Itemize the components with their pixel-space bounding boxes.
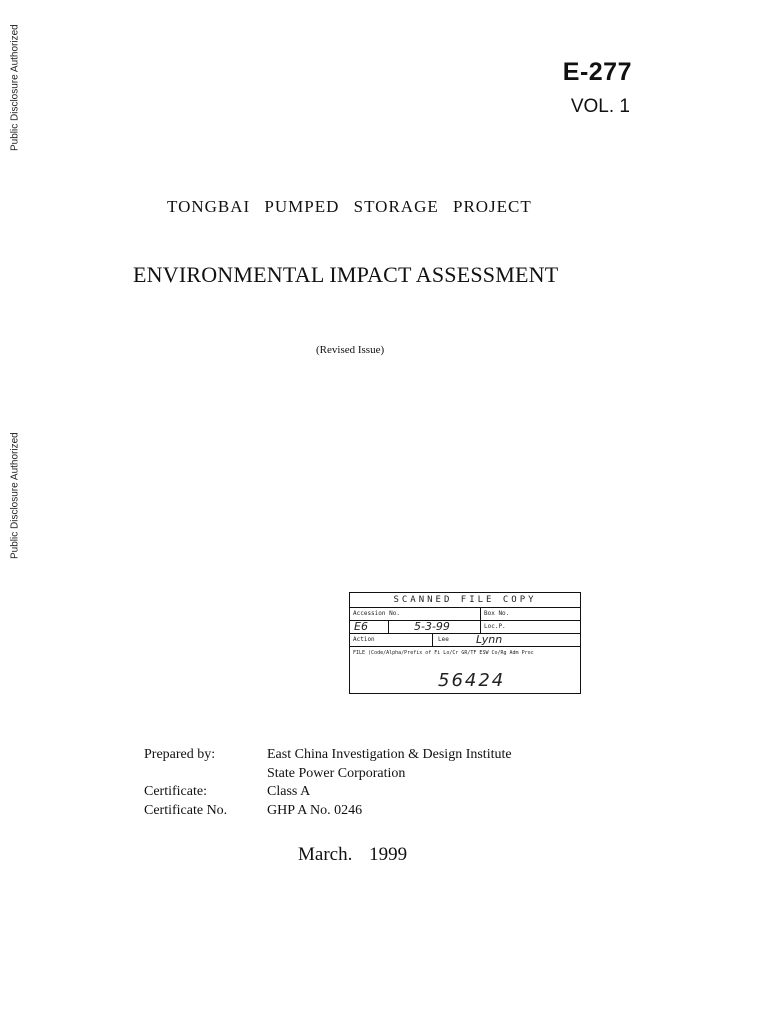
volume-label: VOL. 1 — [570, 96, 630, 117]
stamp-heading: SCANNED FILE COPY — [350, 593, 580, 608]
project-name: TONGBAI PUMPED STORAGE PROJECT — [167, 197, 532, 216]
publication-date: March. 1999 — [298, 844, 408, 865]
report-number: E-277 — [562, 58, 632, 86]
stamp-row-date — [350, 621, 580, 634]
stamp-handwritten-code: E6 — [354, 620, 368, 633]
stamp-action-label: Action — [353, 636, 375, 643]
document-title: ENVIRONMENTAL IMPACT ASSESSMENT — [133, 262, 559, 287]
certificate-number-label: Certificate No. — [144, 802, 228, 818]
stamp-row-file-codes — [350, 647, 580, 659]
stamp-box-label: Box No. — [484, 610, 510, 617]
stamp-handwritten-number: 56424 — [438, 670, 506, 691]
issue-note: (Revised Issue) — [316, 344, 385, 356]
stamp-handwritten-name: Lynn — [476, 633, 503, 646]
stamp-handwritten-date: 5-3-99 — [414, 620, 450, 633]
stamp-file-codes: FILE (Code/Alpha/Prefix of Fi Lo/Cr GR/TF ESW Co/Rg Adm Proc — [353, 650, 534, 656]
certificate-value: Class A — [267, 784, 311, 799]
disclosure-stamp-top: Public Disclosure Authorized — [9, 24, 21, 151]
stamp-row-action — [350, 634, 580, 647]
prepared-by-value: East China Investigation & Design Institute — [267, 747, 512, 762]
stamp-loc-label: Loc.P. — [484, 623, 506, 630]
organization-value: State Power Corporation — [267, 765, 406, 781]
stamp-action-initials: Lee — [438, 636, 449, 643]
disclosure-stamp-middle: Public Disclosure Authorized — [9, 432, 21, 559]
certificate-label: Certificate: — [144, 784, 207, 799]
stamp-accession-label: Accession No. — [353, 610, 400, 617]
certificate-number-value: GHP A No. 0246 — [267, 802, 363, 818]
prepared-by-label: Prepared by: — [144, 747, 216, 762]
scanned-file-stamp — [349, 592, 581, 694]
stamp-row-accession — [350, 608, 580, 621]
